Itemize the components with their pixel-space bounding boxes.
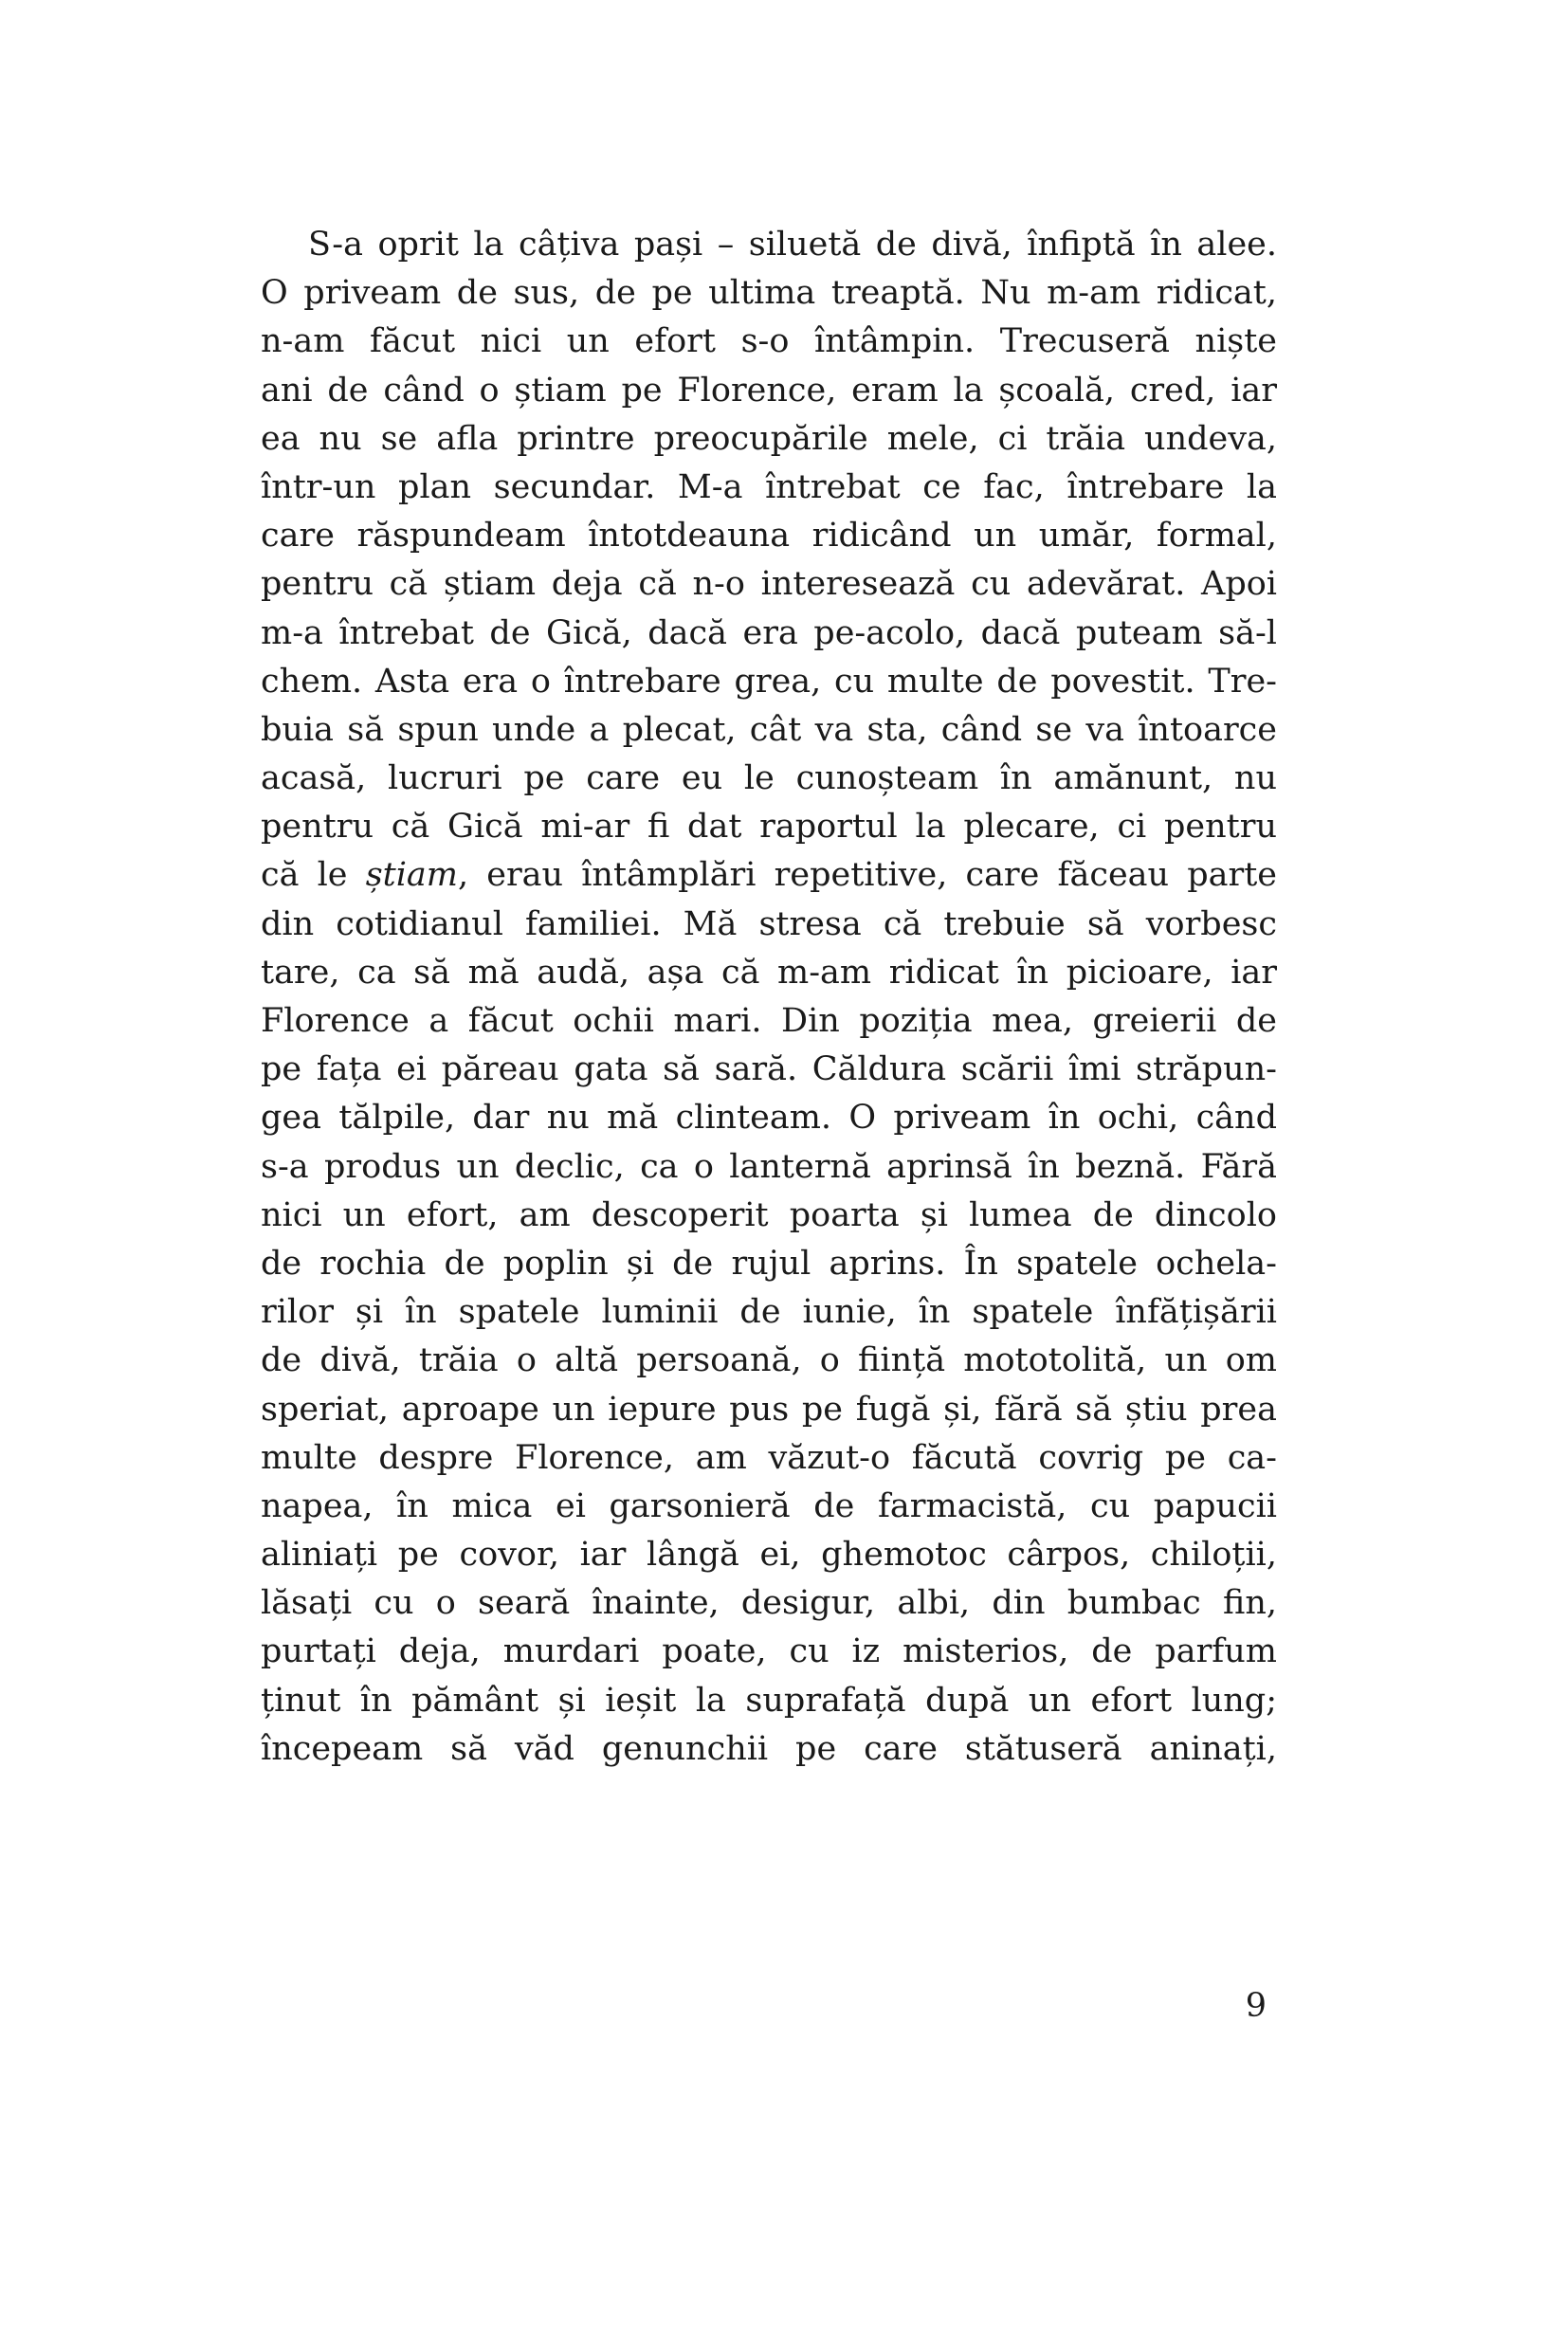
text-line: pentru că știam deja că n-o interesează cu adevărat. Apoi [261, 565, 1277, 604]
text-line: de divă, trăia o altă persoană, o ființă mototolită, un om [261, 1341, 1277, 1380]
text-line: Florence a făcut ochii mari. Din poziția mea, greierii de [261, 1002, 1277, 1040]
text-line: buia să spun unde a plecat, cât va sta, când se va întoarce [261, 710, 1277, 749]
text-line: nici un efort, am descoperit poarta și lumea de dincolo [261, 1195, 1277, 1234]
text-line: acasă, lucruri pe care eu le cunoșteam în amănunt, nu [261, 759, 1277, 798]
text-line: speriat, aproape un iepure pus pe fugă și, fără să știu prea [261, 1390, 1277, 1429]
text-line-italic [261, 851, 1277, 900]
text-line: gea tălpile, dar nu mă clinteam. O priveam în ochi, când [261, 1099, 1277, 1138]
text-line: începeam să văd genunchii pe care stătuseră aninați, [261, 1729, 1277, 1768]
text-fragment: , erau întâmplări repetitive, care făceau parte [457, 856, 1277, 895]
text-line: n-am făcut nici un efort s-o întâmpin. Trecuseră niște [261, 322, 1277, 361]
text-line: aliniați pe covor, iar lângă ei, ghemotoc cârpos, chiloții, [261, 1536, 1277, 1575]
text-line: ținut în pământ și ieșit la suprafață după un efort lung; [261, 1681, 1277, 1720]
text-line: multe despre Florence, am văzut-o făcută covrig pe ca- [261, 1438, 1277, 1477]
text-line: pentru că Gică mi-ar fi dat raportul la plecare, ci pentru [261, 808, 1277, 847]
text-line: O priveam de sus, de pe ultima treaptă. Nu m-am ridicat, [261, 274, 1277, 313]
text-line: S-a oprit la câțiva pași – siluetă de divă, înfiptă în alee. [308, 226, 1277, 264]
text-line: m-a întrebat de Gică, dacă era pe-acolo, dacă puteam să-l [261, 613, 1277, 652]
body-text [261, 221, 1277, 1774]
text-line: lăsați cu o seară înainte, desigur, albi, din bumbac fin, [261, 1584, 1277, 1623]
text-fragment: că le [261, 856, 348, 895]
text-line: într-un plan secundar. M-a întrebat ce fac, întrebare la [261, 467, 1277, 506]
text-line: din cotidianul familiei. Mă stresa că trebuie să vorbesc [261, 904, 1277, 943]
text-line: napea, în mica ei garsonieră de farmacistă, cu papucii [261, 1486, 1277, 1525]
text-line: purtați deja, murdari poate, cu iz misterios, de parfum [261, 1632, 1277, 1671]
text-line: chem. Asta era o întrebare grea, cu multe de povestit. Tre- [261, 662, 1277, 701]
text-line: pe fața ei păreau gata să sară. Căldura scării îmi străpun- [261, 1050, 1277, 1089]
text-line: rilor și în spatele luminii de iunie, în spatele înfățișării [261, 1293, 1277, 1332]
page-number: 9 [1245, 1987, 1267, 2025]
text-line: care răspundeam întotdeauna ridicând un umăr, formal, [261, 517, 1277, 556]
text-line: tare, ca să mă audă, așa că m-am ridicat în picioare, iar [261, 953, 1277, 992]
text-line: ea nu se afla printre preocupările mele, ci trăia undeva, [261, 419, 1277, 458]
italic-word: știam [365, 856, 458, 895]
text-line: ani de când o știam pe Florence, eram la școală, cred, iar [261, 371, 1277, 410]
text-line: s-a produs un declic, ca o lanternă aprinsă în beznă. Fără [261, 1147, 1277, 1186]
text-line: de rochia de poplin și de rujul aprins. În spatele ochela- [261, 1244, 1277, 1283]
